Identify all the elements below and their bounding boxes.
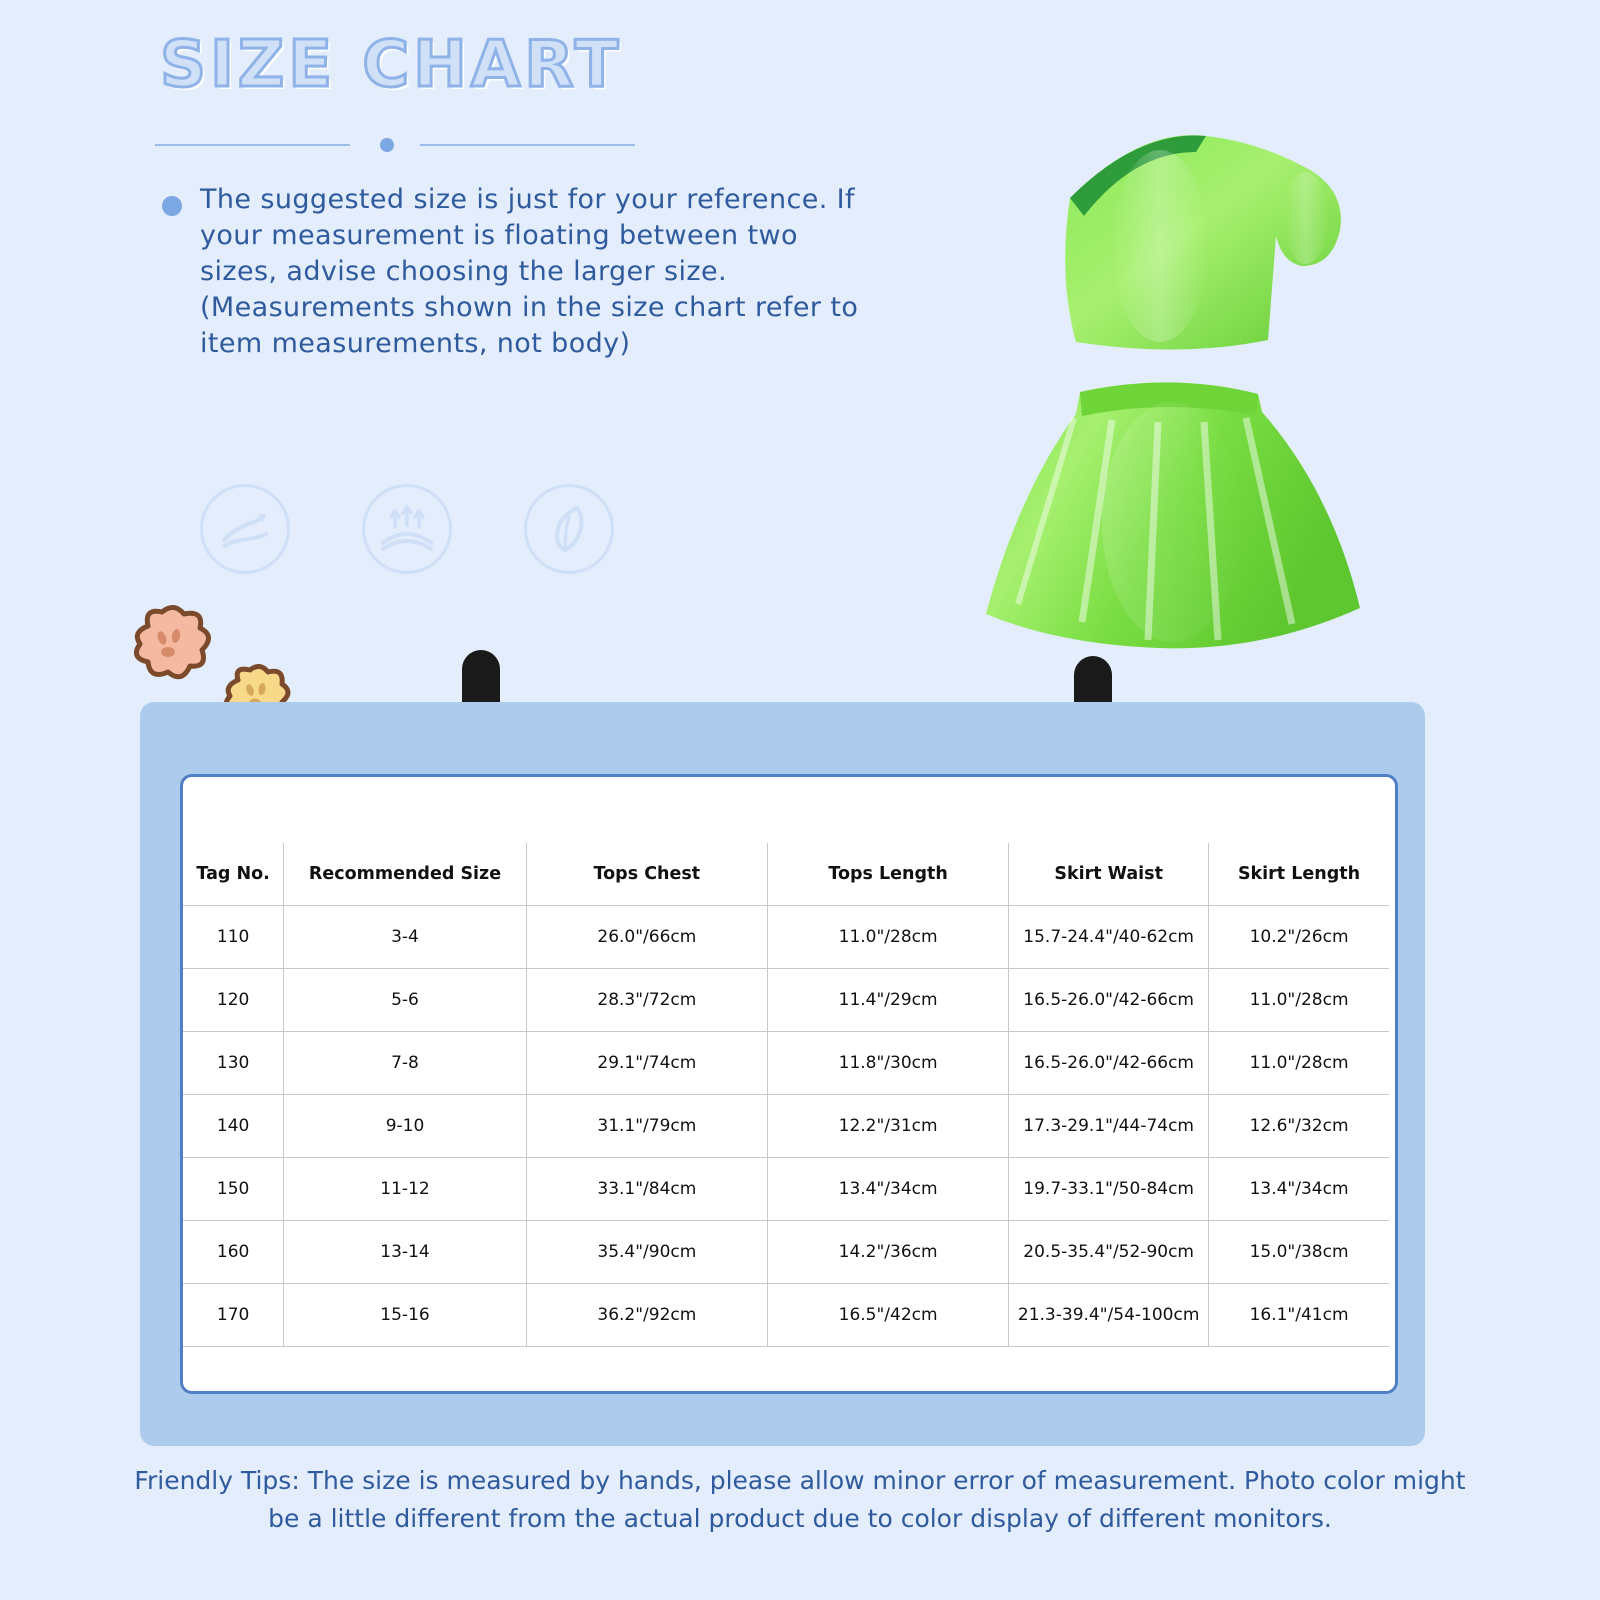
reference-note: The suggested size is just for your reference. If your measurement is floating between two sizes, advise choosing the larger size. (Measurements shown in the size chart refer to item measurements, not body) xyxy=(200,184,859,359)
divider-line-right xyxy=(420,144,635,146)
table-row xyxy=(183,1095,1389,1158)
table-cell-recommended-size: 15-16 xyxy=(284,1284,526,1347)
table-cell-recommended-size: 11-12 xyxy=(284,1158,526,1221)
table-cell-skirt-waist: 16.5-26.0"/42-66cm xyxy=(1009,969,1209,1032)
table-cell-tag: 150 xyxy=(183,1158,284,1221)
product-image-skirt xyxy=(962,372,1382,662)
table-cell-tops-chest: 26.0"/66cm xyxy=(526,906,767,969)
table-cell-skirt-length: 15.0"/38cm xyxy=(1209,1221,1389,1284)
table-cell-skirt-waist: 19.7-33.1"/50-84cm xyxy=(1009,1158,1209,1221)
table-cell-tops-chest: 28.3"/72cm xyxy=(526,969,767,1032)
table-row xyxy=(183,906,1389,969)
table-cell-recommended-size: 5-6 xyxy=(284,969,526,1032)
table-cell-skirt-length: 11.0"/28cm xyxy=(1209,1032,1389,1095)
page-title: SIZE CHART xyxy=(160,28,623,102)
table-cell-recommended-size: 9-10 xyxy=(284,1095,526,1158)
table-cell-tag: 130 xyxy=(183,1032,284,1095)
table-cell-skirt-length: 12.6"/32cm xyxy=(1209,1095,1389,1158)
table-cell-tops-chest: 31.1"/79cm xyxy=(526,1095,767,1158)
table-cell-tops-length: 14.2"/36cm xyxy=(767,1221,1008,1284)
table-cell-tag: 110 xyxy=(183,906,284,969)
table-cell-tops-length: 12.2"/31cm xyxy=(767,1095,1008,1158)
feature-icon-row xyxy=(200,484,614,574)
table-row xyxy=(183,969,1389,1032)
table-cell-skirt-waist: 20.5-35.4"/52-90cm xyxy=(1009,1221,1209,1284)
stretchy-icon xyxy=(362,484,452,574)
table-cell-skirt-length: 11.0"/28cm xyxy=(1209,969,1389,1032)
table-cell-tops-length: 11.8"/30cm xyxy=(767,1032,1008,1095)
divider-dot xyxy=(380,138,394,152)
divider-line-left xyxy=(155,144,350,146)
table-cell-tag: 160 xyxy=(183,1221,284,1284)
table-header-cell: Tops Length xyxy=(767,843,1008,906)
size-table xyxy=(183,843,1389,1347)
table-row xyxy=(183,1032,1389,1095)
table-cell-recommended-size: 3-4 xyxy=(284,906,526,969)
table-cell-tag: 140 xyxy=(183,1095,284,1158)
table-cell-skirt-waist: 17.3-29.1"/44-74cm xyxy=(1009,1095,1209,1158)
table-header-cell: Tops Chest xyxy=(526,843,767,906)
table-cell-tops-length: 16.5"/42cm xyxy=(767,1284,1008,1347)
note-bullet-icon xyxy=(162,196,182,216)
table-header-cell: Skirt Length xyxy=(1209,843,1389,906)
table-cell-tag: 170 xyxy=(183,1284,284,1347)
table-cell-tops-chest: 33.1"/84cm xyxy=(526,1158,767,1221)
product-image-top xyxy=(1010,126,1370,406)
table-header-cell: Skirt Waist xyxy=(1009,843,1209,906)
soft-feather-icon xyxy=(524,484,614,574)
table-cell-recommended-size: 13-14 xyxy=(284,1221,526,1284)
friendly-tips-note: Friendly Tips: The size is measured by hands, please allow minor error of measurement. Photo color might be a little different from the actual product due to color display of different monitors. xyxy=(134,1466,1466,1533)
table-cell-skirt-waist: 21.3-39.4"/54-100cm xyxy=(1009,1284,1209,1347)
table-cell-skirt-waist: 15.7-24.4"/40-62cm xyxy=(1009,906,1209,969)
size-table-card xyxy=(180,774,1398,1394)
table-cell-tops-chest: 35.4"/90cm xyxy=(526,1221,767,1284)
table-cell-skirt-length: 10.2"/26cm xyxy=(1209,906,1389,969)
table-cell-tops-length: 11.4"/29cm xyxy=(767,969,1008,1032)
table-header-row xyxy=(183,843,1389,906)
table-header-cell: Recommended Size xyxy=(284,843,526,906)
table-cell-skirt-waist: 16.5-26.0"/42-66cm xyxy=(1009,1032,1209,1095)
table-cell-skirt-length: 13.4"/34cm xyxy=(1209,1158,1389,1221)
table-cell-tops-length: 13.4"/34cm xyxy=(767,1158,1008,1221)
table-cell-tag: 120 xyxy=(183,969,284,1032)
table-row xyxy=(183,1221,1389,1284)
table-row xyxy=(183,1284,1389,1347)
table-header-cell: Tag No. xyxy=(183,843,284,906)
table-cell-tops-length: 11.0"/28cm xyxy=(767,906,1008,969)
table-cell-tops-chest: 36.2"/92cm xyxy=(526,1284,767,1347)
table-cell-skirt-length: 16.1"/41cm xyxy=(1209,1284,1389,1347)
table-cell-tops-chest: 29.1"/74cm xyxy=(526,1032,767,1095)
table-row xyxy=(183,1158,1389,1221)
title-divider xyxy=(155,138,635,152)
quick-dry-icon xyxy=(200,484,290,574)
table-cell-recommended-size: 7-8 xyxy=(284,1032,526,1095)
